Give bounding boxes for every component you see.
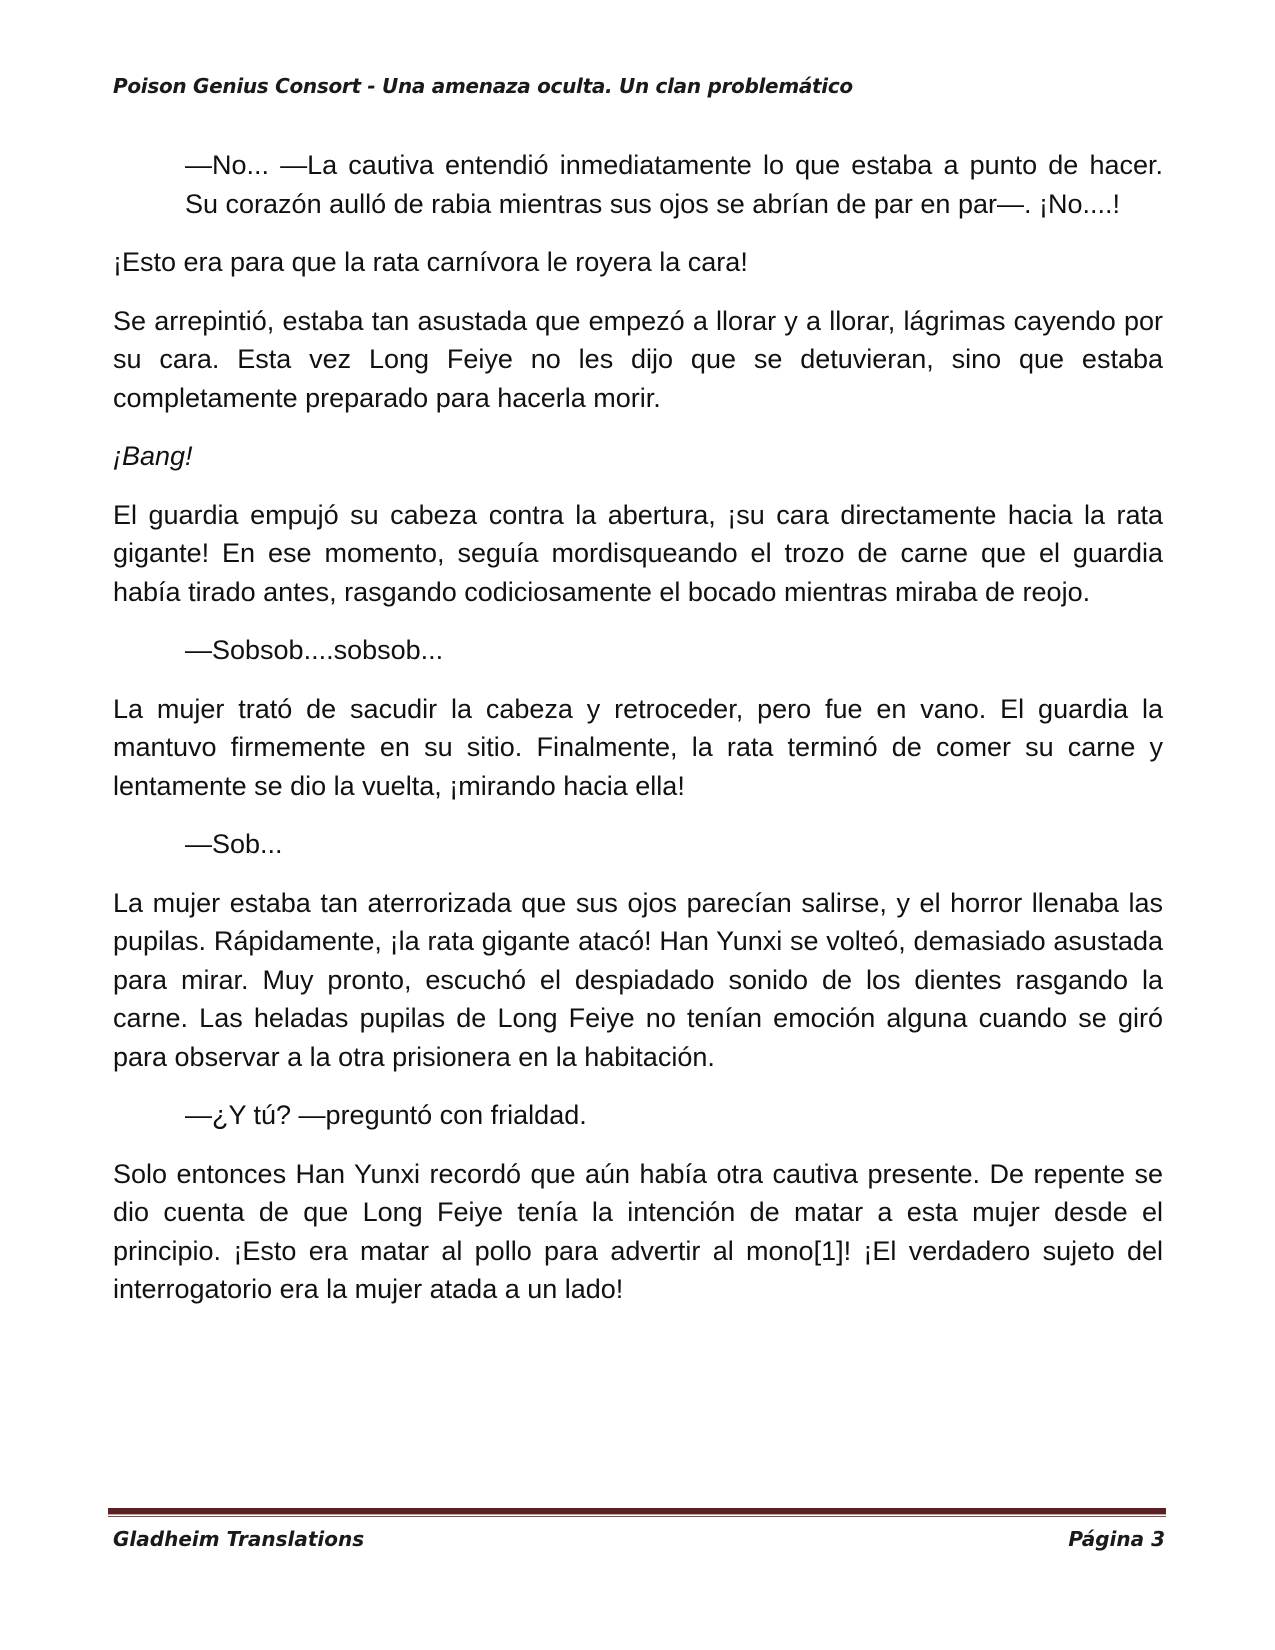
paragraph-9: La mujer estaba tan aterrorizada que sus ojos parecían salirse, y el horror llenaba las pupilas. Rápidamente, ¡la rata gigante atacó! Han Yunxi se volteó, demasiado asustada para mirar. Muy pronto, escuchó el despiadado sonido de los dientes rasgando la carne. Las heladas pupilas de Long Feiye no tenían emoción alguna cuando se giró para observar a la otra prisionera en la habitación. bbox=[113, 887, 1163, 1072]
paragraph-7: La mujer trató de sacudir la cabeza y retroceder, pero fue en vano. El guardia la mantuvo firmemente en su sitio. Finalmente, la rata terminó de comer su carne y lentamente se dio la vuelta, ¡mirando hacia ella! bbox=[113, 693, 1163, 801]
footer-page-number: Página 3 bbox=[1068, 1527, 1165, 1551]
paragraph-10: —¿Y tú? —preguntó con frialdad. bbox=[185, 1100, 587, 1130]
paragraph-3: Se arrepintió, estaba tan asustada que empezó a llorar y a llorar, lágrimas cayendo por su cara. Esta vez Long Feiye no les dijo que se detuvieran, sino que estaba completamente preparado para hacerla morir. bbox=[113, 305, 1163, 413]
paragraph-8: —Sob... bbox=[185, 829, 283, 859]
paragraph-11: Solo entonces Han Yunxi recordó que aún había otra cautiva presente. De repente se dio cuenta de que Long Feiye tenía la intención de matar a esta mujer desde el principio. ¡Esto era matar al pollo para advertir al mono[1]! ¡El verdadero sujeto del interrogatorio era la mujer atada a un lado! bbox=[113, 1158, 1163, 1304]
paragraph-6: —Sobsob....sobsob... bbox=[185, 635, 444, 665]
document-body bbox=[113, 146, 1163, 1329]
paragraph-2: ¡Esto era para que la rata carnívora le royera la cara! bbox=[113, 247, 748, 277]
paragraph-4: ¡Bang! bbox=[113, 441, 193, 471]
footer-divider-thin bbox=[108, 1516, 1166, 1517]
paragraph-1: —No... —La cautiva entendió inmediatamente lo que estaba a punto de hacer. Su corazón aulló de rabia mientras sus ojos se abrían de par en par—. ¡No....! bbox=[185, 150, 1163, 219]
footer-divider bbox=[108, 1508, 1166, 1515]
footer-publisher: Gladheim Translations bbox=[113, 1527, 365, 1551]
paragraph-5: El guardia empujó su cabeza contra la abertura, ¡su cara directamente hacia la rata gigante! En ese momento, seguía mordisqueando el trozo de carne que el guardia había tirado antes, rasgando codiciosamente el bocado mientras miraba de reojo. bbox=[113, 499, 1163, 607]
page-header-title: Poison Genius Consort - Una amenaza oculta. Un clan problemático bbox=[113, 74, 853, 98]
